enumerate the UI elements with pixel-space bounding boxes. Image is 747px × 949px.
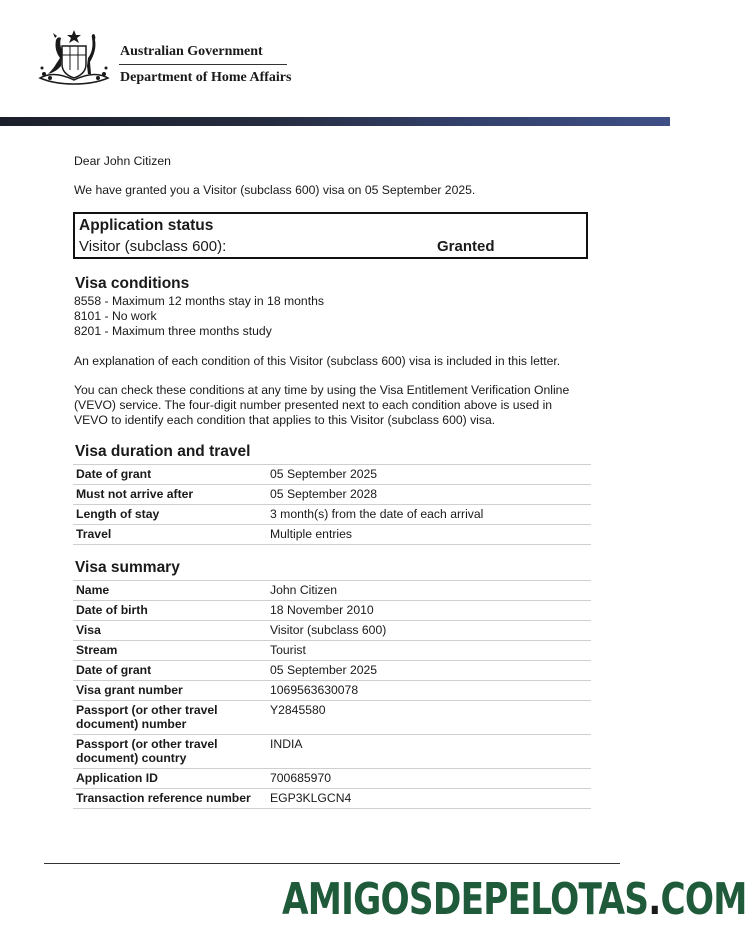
- table-row: [73, 621, 591, 641]
- row-label: Visa grant number: [73, 681, 264, 701]
- table-row: [73, 661, 591, 681]
- summary-title: Visa summary: [75, 559, 180, 576]
- row-value: Y2845580: [264, 701, 591, 735]
- row-label-line: Passport (or other travel: [76, 703, 218, 717]
- table-row: [73, 601, 591, 621]
- status-value: Granted: [437, 238, 495, 255]
- row-value: 3 month(s) from the date of each arrival: [264, 505, 591, 525]
- row-label: Date of grant: [73, 661, 264, 681]
- watermark-dot: .: [648, 874, 661, 925]
- table-row: [73, 701, 591, 735]
- condition-item: 8101 - No work: [74, 309, 157, 323]
- duration-title: Visa duration and travel: [75, 443, 251, 460]
- vevo-text-line: You can check these conditions at any time by using the Visa Entitlement Verification Online: [74, 383, 570, 397]
- letterhead: [0, 0, 670, 117]
- header-band: [0, 117, 670, 126]
- row-label: Must not arrive after: [73, 485, 264, 505]
- row-value: 700685970: [264, 769, 591, 789]
- footer-divider: [44, 863, 620, 864]
- watermark-tld: COM: [660, 874, 747, 925]
- row-value: 05 September 2025: [264, 661, 591, 681]
- watermark-name: AMIGOSDEPELOTAS: [282, 874, 649, 925]
- table-row: [73, 525, 591, 545]
- row-label: Transaction reference number: [73, 789, 264, 809]
- row-label: Application ID: [73, 769, 264, 789]
- row-label: Name: [73, 581, 264, 601]
- vevo-text-line: (VEVO) service. The four-digit number presented next to each condition above is used in: [74, 398, 553, 412]
- conditions-explanation: An explanation of each condition of this Visitor (subclass 600) visa is included in this letter.: [74, 354, 561, 368]
- table-row: [73, 581, 591, 601]
- row-value: John Citizen: [264, 581, 591, 601]
- row-label: Stream: [73, 641, 264, 661]
- row-label: Travel: [73, 525, 264, 545]
- table-row: [73, 641, 591, 661]
- row-value: Visitor (subclass 600): [264, 621, 591, 641]
- header-divider: [119, 64, 287, 65]
- application-status-box: [73, 212, 588, 259]
- row-value: Tourist: [264, 641, 591, 661]
- vevo-text-line: VEVO to identify each condition that applies to this Visitor (subclass 600) visa.: [74, 413, 496, 427]
- row-label-line: document) country: [76, 751, 187, 765]
- table-row: [73, 681, 591, 701]
- row-value: EGP3KLGCN4: [264, 789, 591, 809]
- row-value: 05 September 2025: [264, 465, 591, 485]
- row-label: [73, 735, 264, 769]
- table-row: [73, 505, 591, 525]
- watermark-text: [282, 874, 747, 925]
- row-value: INDIA: [264, 735, 591, 769]
- duration-table: [73, 464, 591, 545]
- department-name: Department of Home Affairs: [120, 70, 292, 85]
- row-label: Date of birth: [73, 601, 264, 621]
- intro-text: We have granted you a Visitor (subclass 600) visa on 05 September 2025.: [74, 183, 476, 197]
- status-label: Visitor (subclass 600):: [79, 238, 227, 255]
- row-value: 18 November 2010: [264, 601, 591, 621]
- row-label: Date of grant: [73, 465, 264, 485]
- row-label-line: document) number: [76, 717, 187, 731]
- row-value: 1069563630078: [264, 681, 591, 701]
- row-label-line: Passport (or other travel: [76, 737, 218, 751]
- condition-item: 8201 - Maximum three months study: [74, 324, 272, 338]
- condition-item: 8558 - Maximum 12 months stay in 18 months: [74, 294, 324, 308]
- row-value: 05 September 2028: [264, 485, 591, 505]
- table-row: [73, 465, 591, 485]
- row-label: Visa: [73, 621, 264, 641]
- government-name: Australian Government: [120, 44, 263, 59]
- summary-table: [73, 580, 591, 809]
- conditions-title: Visa conditions: [75, 275, 190, 292]
- greeting: Dear John Citizen: [74, 154, 171, 168]
- row-label: Length of stay: [73, 505, 264, 525]
- status-title: Application status: [79, 217, 214, 234]
- row-value: Multiple entries: [264, 525, 591, 545]
- table-row: [73, 789, 591, 809]
- table-row: [73, 735, 591, 769]
- coat-of-arms-icon: [34, 28, 114, 86]
- table-row: [73, 769, 591, 789]
- row-label: [73, 701, 264, 735]
- table-row: [73, 485, 591, 505]
